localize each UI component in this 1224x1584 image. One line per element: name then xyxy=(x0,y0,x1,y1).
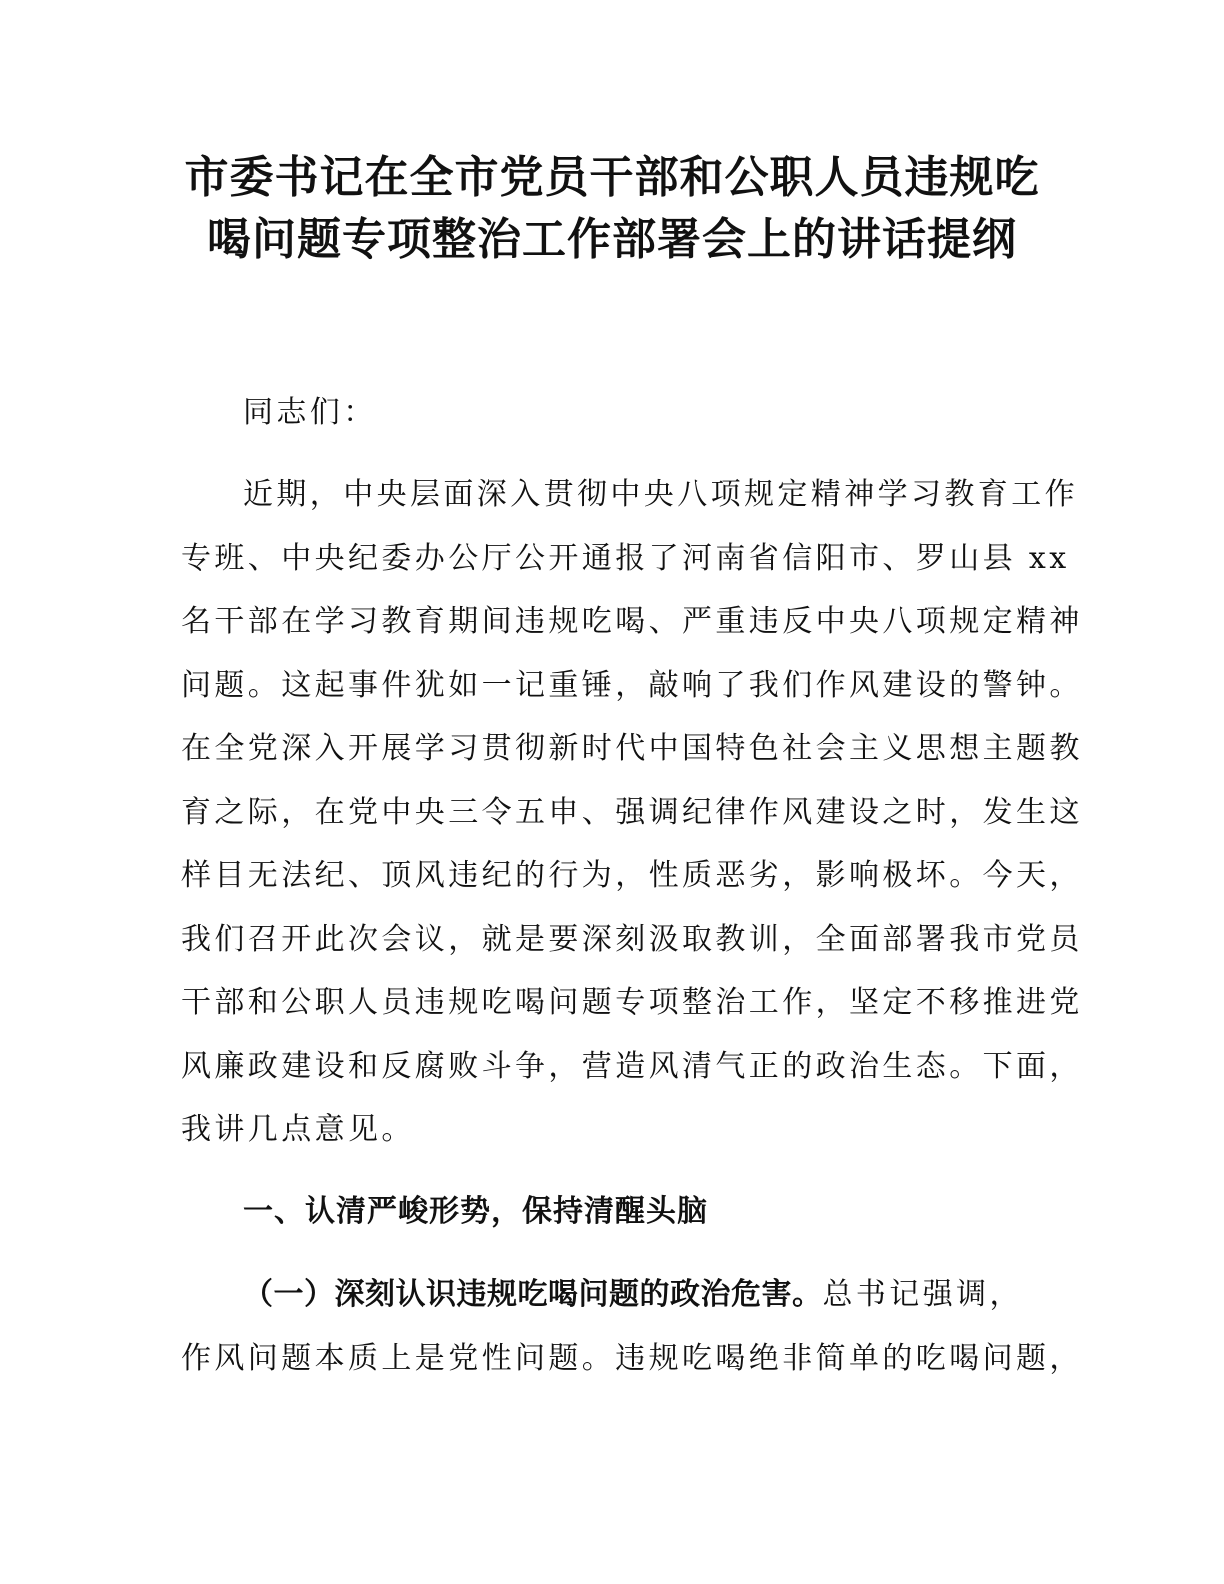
intro-line: 在全党深入开展学习贯彻新时代中国特色社会主义思想主题教 xyxy=(181,731,1083,766)
document-title xyxy=(140,147,1084,271)
subsection-heading: （一）深刻认识违规吃喝问题的政治危害。 xyxy=(243,1277,823,1312)
intro-line: 问题。这起事件犹如一记重锤，敲响了我们作风建设的警钟。 xyxy=(181,668,1083,703)
intro-line: 名干部在学习教育期间违规吃喝、严重违反中央八项规定精神 xyxy=(181,604,1083,639)
intro-line: 育之际，在党中央三令五申、强调纪律作风建设之时，发生这 xyxy=(181,795,1083,830)
intro-line: 风廉政建设和反腐败斗争，营造风清气正的政治生态。下面， xyxy=(181,1049,1083,1084)
subsection-line: 作风问题本质上是党性问题。违规吃喝绝非简单的吃喝问题， xyxy=(181,1341,1083,1376)
intro-line: 近期，中央层面深入贯彻中央八项规定精神学习教育工作 xyxy=(243,477,1078,512)
intro-line: 干部和公职人员违规吃喝问题专项整治工作，坚定不移推进党 xyxy=(181,985,1083,1020)
title-line-1: 市委书记在全市党员干部和公职人员违规吃 xyxy=(184,152,1040,203)
title-line-2: 喝问题专项整治工作部署会上的讲话提纲 xyxy=(207,214,1017,265)
salutation: 同志们： xyxy=(243,395,377,430)
intro-line: 专班、中央纪委办公厅公开通报了河南省信阳市、罗山县 xx xyxy=(181,541,1070,576)
intro-line: 样目无法纪、顶风违纪的行为，性质恶劣，影响极坏。今天， xyxy=(181,858,1083,893)
intro-line: 我讲几点意见。 xyxy=(181,1112,415,1147)
subsection-paragraph xyxy=(243,1263,1023,1327)
section-heading: 一、认清严峻形势，保持清醒头脑 xyxy=(243,1194,708,1229)
intro-line: 我们召开此次会议，就是要深刻汲取教训，全面部署我市党员 xyxy=(181,922,1083,957)
subsection-text: 总书记强调， xyxy=(822,1277,1023,1312)
